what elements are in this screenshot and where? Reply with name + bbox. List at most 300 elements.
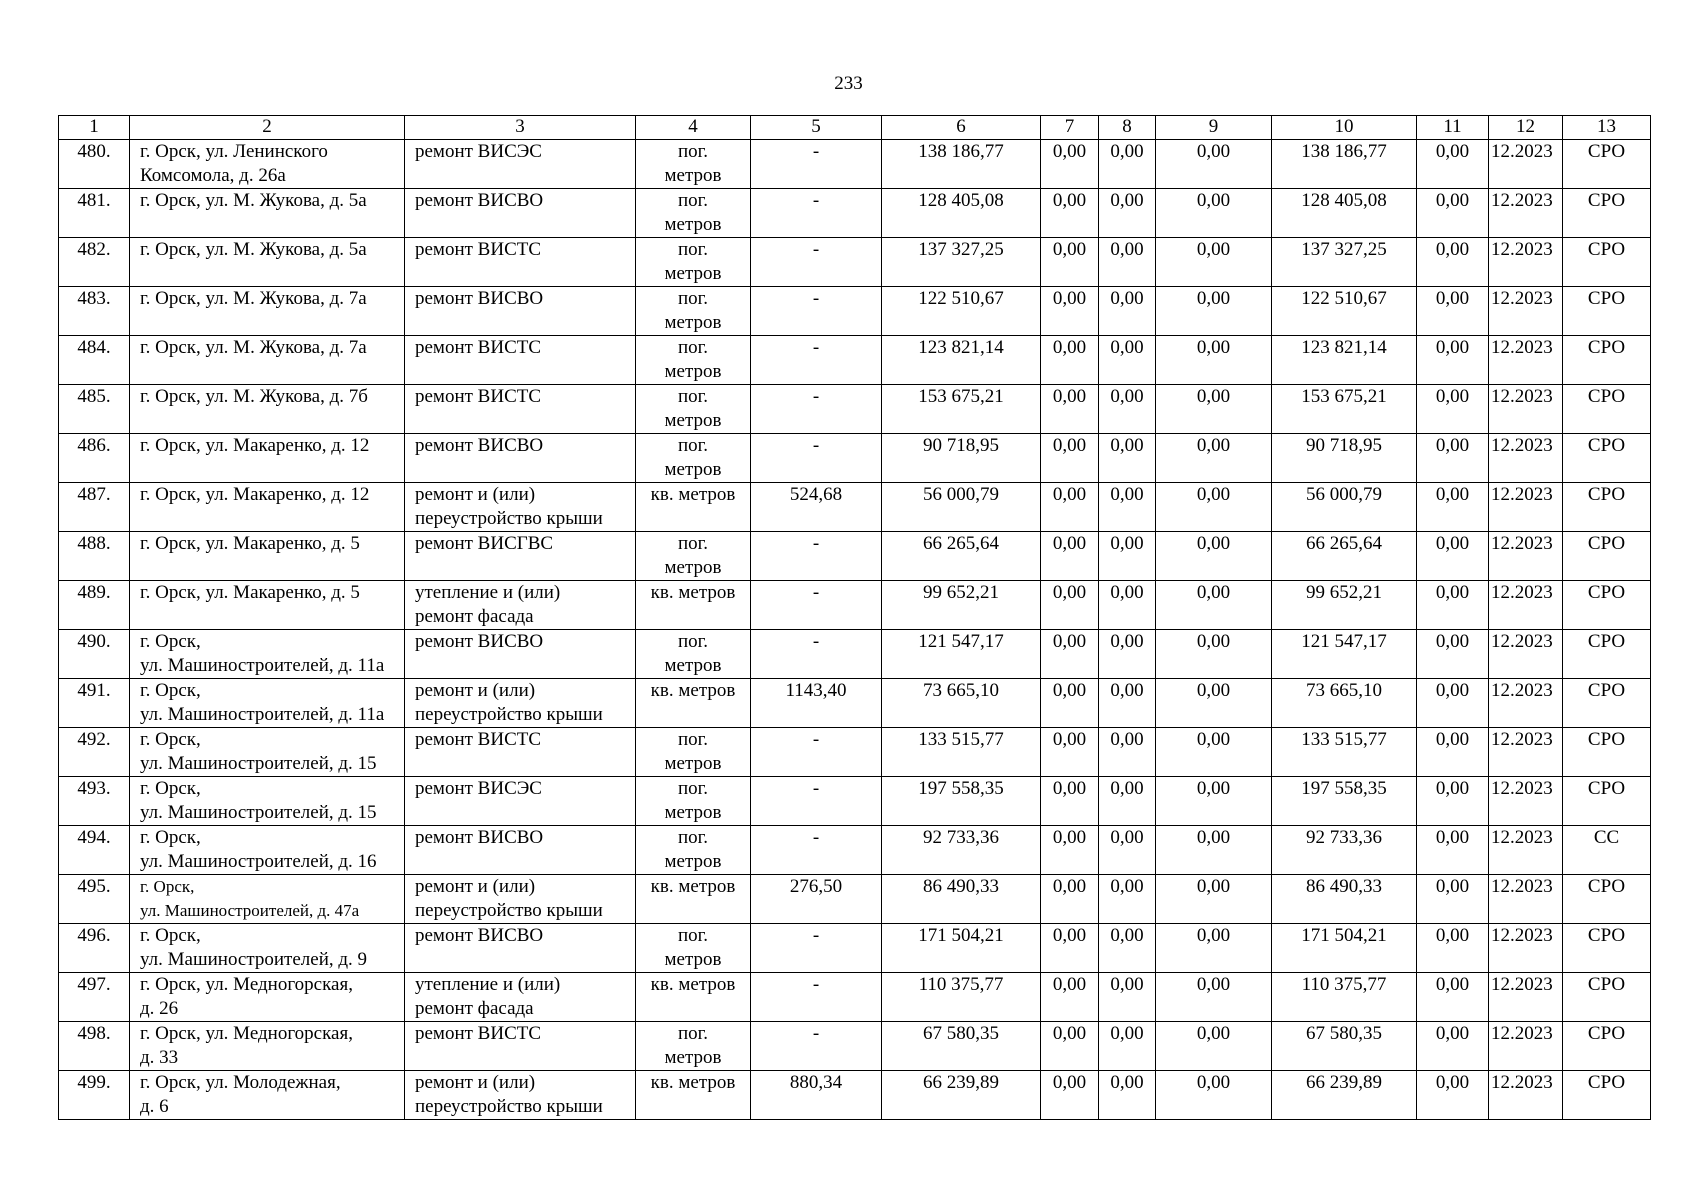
cell-col-13: СРО <box>1563 385 1651 434</box>
row-number-cell: 498. <box>59 1022 130 1071</box>
cell-col-10: 67 580,35 <box>1272 1022 1417 1071</box>
cell-col-7: 0,00 <box>1041 140 1099 189</box>
cell-col-5: - <box>751 581 882 630</box>
table-row <box>59 532 1651 581</box>
header-row <box>59 116 1651 140</box>
cell-col-11: 0,00 <box>1417 532 1489 581</box>
cell-col-11: 0,00 <box>1417 581 1489 630</box>
address-line: г. Орск, ул. М. Жукова, д. 7б <box>140 386 368 407</box>
address-line: г. Орск, <box>140 729 201 750</box>
cell-col-5: 276,50 <box>751 875 882 924</box>
column-header-3: 3 <box>405 116 636 140</box>
cell-col-13: СРО <box>1563 1022 1651 1071</box>
cell-col-9: 0,00 <box>1156 336 1272 385</box>
table-header <box>59 116 1651 140</box>
cell-col-10: 66 239,89 <box>1272 1071 1417 1120</box>
table-row <box>59 728 1651 777</box>
work-type-cell <box>405 777 636 826</box>
address-line: г. Орск, ул. М. Жукова, д. 5а <box>140 239 367 260</box>
cell-col-8: 0,00 <box>1099 336 1156 385</box>
row-number-cell: 482. <box>59 238 130 287</box>
cell-col-9: 0,00 <box>1156 973 1272 1022</box>
cell-col-6: 197 558,35 <box>882 777 1041 826</box>
address-line: г. Орск, <box>140 778 201 799</box>
cell-col-12: 12.2023 <box>1489 679 1563 728</box>
work-type-cell <box>405 973 636 1022</box>
cell-col-13: СРО <box>1563 973 1651 1022</box>
cell-col-7: 0,00 <box>1041 385 1099 434</box>
address-cell <box>130 287 405 336</box>
unit-line: метров <box>664 263 722 284</box>
row-number-cell: 491. <box>59 679 130 728</box>
table-row <box>59 140 1651 189</box>
cell-col-8: 0,00 <box>1099 581 1156 630</box>
cell-col-6: 56 000,79 <box>882 483 1041 532</box>
cell-col-5: 524,68 <box>751 483 882 532</box>
work-type-line: ремонт фасада <box>415 998 534 1019</box>
unit-cell <box>636 287 751 336</box>
address-line: ул. Машиностроителей, д. 16 <box>140 851 377 872</box>
cell-col-12: 12.2023 <box>1489 532 1563 581</box>
work-type-cell <box>405 287 636 336</box>
work-type-line: ремонт ВИСГВС <box>415 533 554 554</box>
cell-col-8: 0,00 <box>1099 238 1156 287</box>
cell-col-11: 0,00 <box>1417 875 1489 924</box>
cell-col-11: 0,00 <box>1417 483 1489 532</box>
cell-col-10: 153 675,21 <box>1272 385 1417 434</box>
cell-col-5: - <box>751 385 882 434</box>
cell-col-5: - <box>751 287 882 336</box>
cell-col-12: 12.2023 <box>1489 777 1563 826</box>
work-type-line: утепление и (или) <box>415 974 561 995</box>
cell-col-13: СРО <box>1563 238 1651 287</box>
table-row <box>59 973 1651 1022</box>
address-cell <box>130 630 405 679</box>
row-number-cell: 488. <box>59 532 130 581</box>
cell-col-10: 110 375,77 <box>1272 973 1417 1022</box>
cell-col-8: 0,00 <box>1099 140 1156 189</box>
cell-col-8: 0,00 <box>1099 1022 1156 1071</box>
cell-col-6: 123 821,14 <box>882 336 1041 385</box>
unit-line: метров <box>664 214 722 235</box>
work-type-cell <box>405 238 636 287</box>
address-cell <box>130 679 405 728</box>
cell-col-10: 99 652,21 <box>1272 581 1417 630</box>
work-type-cell <box>405 483 636 532</box>
cell-col-8: 0,00 <box>1099 777 1156 826</box>
cell-col-10: 171 504,21 <box>1272 924 1417 973</box>
row-number-cell: 483. <box>59 287 130 336</box>
cell-col-5: - <box>751 189 882 238</box>
unit-line: пог. <box>677 386 709 407</box>
cell-col-6: 137 327,25 <box>882 238 1041 287</box>
cell-col-12: 12.2023 <box>1489 1071 1563 1120</box>
work-type-line: утепление и (или) <box>415 582 561 603</box>
cell-col-9: 0,00 <box>1156 140 1272 189</box>
address-line: г. Орск, <box>140 631 201 652</box>
work-type-cell <box>405 434 636 483</box>
unit-line: кв. метров <box>650 1072 736 1093</box>
cell-col-8: 0,00 <box>1099 434 1156 483</box>
column-header-10: 10 <box>1272 116 1417 140</box>
cell-col-6: 153 675,21 <box>882 385 1041 434</box>
work-type-line: ремонт фасада <box>415 606 534 627</box>
unit-line: пог. <box>677 729 709 750</box>
cell-col-6: 138 186,77 <box>882 140 1041 189</box>
table-body <box>59 140 1651 1120</box>
work-type-line: ремонт ВИСВО <box>415 631 544 652</box>
column-header-4: 4 <box>636 116 751 140</box>
unit-cell <box>636 973 751 1022</box>
cell-col-7: 0,00 <box>1041 189 1099 238</box>
work-type-line: ремонт ВИСВО <box>415 435 544 456</box>
cell-col-13: СРО <box>1563 1071 1651 1120</box>
address-line: д. 33 <box>140 1047 179 1068</box>
cell-col-10: 123 821,14 <box>1272 336 1417 385</box>
address-line: г. Орск, ул. М. Жукова, д. 7а <box>140 337 367 358</box>
address-cell <box>130 1071 405 1120</box>
cell-col-7: 0,00 <box>1041 826 1099 875</box>
table-row <box>59 777 1651 826</box>
unit-line: пог. <box>677 190 709 211</box>
unit-line: метров <box>664 557 722 578</box>
work-type-line: ремонт ВИСТС <box>415 337 542 358</box>
cell-col-10: 73 665,10 <box>1272 679 1417 728</box>
cell-col-7: 0,00 <box>1041 1071 1099 1120</box>
unit-line: метров <box>664 949 722 970</box>
address-line: г. Орск, ул. Макаренко, д. 12 <box>140 435 370 456</box>
work-type-cell <box>405 1022 636 1071</box>
cell-col-13: СРО <box>1563 630 1651 679</box>
cell-col-8: 0,00 <box>1099 973 1156 1022</box>
work-type-line: ремонт ВИСВО <box>415 190 544 211</box>
unit-cell <box>636 826 751 875</box>
column-header-5: 5 <box>751 116 882 140</box>
unit-cell <box>636 434 751 483</box>
cell-col-7: 0,00 <box>1041 532 1099 581</box>
cell-col-13: СРО <box>1563 483 1651 532</box>
cell-col-8: 0,00 <box>1099 1071 1156 1120</box>
work-type-line: ремонт и (или) <box>415 680 536 701</box>
address-line: г. Орск, <box>140 827 201 848</box>
cell-col-8: 0,00 <box>1099 483 1156 532</box>
cell-col-8: 0,00 <box>1099 728 1156 777</box>
address-line: Комсомола, д. 26а <box>140 165 286 186</box>
cell-col-6: 66 239,89 <box>882 1071 1041 1120</box>
work-type-line: ремонт ВИСТС <box>415 239 542 260</box>
cell-col-9: 0,00 <box>1156 532 1272 581</box>
cell-col-7: 0,00 <box>1041 728 1099 777</box>
unit-cell <box>636 483 751 532</box>
cell-col-11: 0,00 <box>1417 140 1489 189</box>
cell-col-12: 12.2023 <box>1489 630 1563 679</box>
cell-col-12: 12.2023 <box>1489 728 1563 777</box>
table-row <box>59 826 1651 875</box>
cell-col-11: 0,00 <box>1417 1071 1489 1120</box>
address-cell <box>130 434 405 483</box>
cell-col-13: СРО <box>1563 336 1651 385</box>
address-cell <box>130 336 405 385</box>
cell-col-6: 122 510,67 <box>882 287 1041 336</box>
column-header-8: 8 <box>1099 116 1156 140</box>
row-number-cell: 481. <box>59 189 130 238</box>
cell-col-10: 92 733,36 <box>1272 826 1417 875</box>
cell-col-6: 121 547,17 <box>882 630 1041 679</box>
address-line: г. Орск, ул. М. Жукова, д. 7а <box>140 288 367 309</box>
unit-line: пог. <box>677 239 709 260</box>
unit-line: метров <box>664 802 722 823</box>
cell-col-7: 0,00 <box>1041 679 1099 728</box>
cell-col-11: 0,00 <box>1417 924 1489 973</box>
cell-col-7: 0,00 <box>1041 483 1099 532</box>
cell-col-10: 121 547,17 <box>1272 630 1417 679</box>
unit-cell <box>636 875 751 924</box>
table-row <box>59 630 1651 679</box>
address-line: ул. Машиностроителей, д. 11а <box>140 655 385 676</box>
row-number-cell: 493. <box>59 777 130 826</box>
row-number-cell: 495. <box>59 875 130 924</box>
work-type-line: ремонт ВИСЭС <box>415 141 542 162</box>
cell-col-9: 0,00 <box>1156 483 1272 532</box>
cell-col-6: 171 504,21 <box>882 924 1041 973</box>
cell-col-7: 0,00 <box>1041 630 1099 679</box>
unit-line: метров <box>664 361 722 382</box>
table-row <box>59 434 1651 483</box>
cell-col-7: 0,00 <box>1041 287 1099 336</box>
cell-col-5: - <box>751 1022 882 1071</box>
cell-col-13: СРО <box>1563 924 1651 973</box>
cell-col-9: 0,00 <box>1156 434 1272 483</box>
cell-col-7: 0,00 <box>1041 581 1099 630</box>
address-line: г. Орск, <box>140 877 195 896</box>
unit-line: метров <box>664 753 722 774</box>
work-type-cell <box>405 581 636 630</box>
work-type-cell <box>405 679 636 728</box>
cell-col-6: 73 665,10 <box>882 679 1041 728</box>
unit-line: кв. метров <box>650 484 736 505</box>
column-header-7: 7 <box>1041 116 1099 140</box>
row-number-cell: 489. <box>59 581 130 630</box>
address-cell <box>130 581 405 630</box>
row-number-cell: 484. <box>59 336 130 385</box>
cell-col-10: 56 000,79 <box>1272 483 1417 532</box>
address-line: г. Орск, ул. Медногорская, <box>140 974 353 995</box>
unit-line: метров <box>664 851 722 872</box>
cell-col-11: 0,00 <box>1417 630 1489 679</box>
cell-col-6: 133 515,77 <box>882 728 1041 777</box>
address-line: ул. Машиностроителей, д. 9 <box>140 949 368 970</box>
cell-col-5: - <box>751 777 882 826</box>
cell-col-6: 92 733,36 <box>882 826 1041 875</box>
address-line: г. Орск, ул. М. Жукова, д. 5а <box>140 190 367 211</box>
unit-line: метров <box>664 655 722 676</box>
cell-col-11: 0,00 <box>1417 385 1489 434</box>
cell-col-12: 12.2023 <box>1489 385 1563 434</box>
work-type-cell <box>405 630 636 679</box>
unit-line: пог. <box>677 925 709 946</box>
cell-col-12: 12.2023 <box>1489 973 1563 1022</box>
work-type-cell <box>405 924 636 973</box>
cell-col-12: 12.2023 <box>1489 238 1563 287</box>
work-type-line: ремонт ВИСВО <box>415 288 544 309</box>
cell-col-13: СРО <box>1563 728 1651 777</box>
cell-col-11: 0,00 <box>1417 238 1489 287</box>
cell-col-12: 12.2023 <box>1489 581 1563 630</box>
cell-col-5: - <box>751 532 882 581</box>
unit-line: метров <box>664 165 722 186</box>
table-row <box>59 336 1651 385</box>
cell-col-5: 1143,40 <box>751 679 882 728</box>
cell-col-10: 128 405,08 <box>1272 189 1417 238</box>
cell-col-7: 0,00 <box>1041 336 1099 385</box>
address-line: ул. Машиностроителей, д. 11а <box>140 704 385 725</box>
address-line: г. Орск, <box>140 925 201 946</box>
address-line: г. Орск, ул. Молодежная, <box>140 1072 341 1093</box>
cell-col-11: 0,00 <box>1417 973 1489 1022</box>
address-line: д. 6 <box>140 1096 169 1117</box>
unit-cell <box>636 777 751 826</box>
unit-line: метров <box>664 410 722 431</box>
cell-col-9: 0,00 <box>1156 777 1272 826</box>
table-row <box>59 189 1651 238</box>
address-cell <box>130 973 405 1022</box>
row-number-cell: 492. <box>59 728 130 777</box>
cell-col-12: 12.2023 <box>1489 336 1563 385</box>
cell-col-9: 0,00 <box>1156 385 1272 434</box>
unit-line: кв. метров <box>650 680 736 701</box>
cell-col-12: 12.2023 <box>1489 924 1563 973</box>
table-row <box>59 287 1651 336</box>
address-line: ул. Машиностроителей, д. 15 <box>140 753 377 774</box>
table-row <box>59 875 1651 924</box>
address-line: ул. Машиностроителей, д. 47а <box>140 901 360 920</box>
table-row <box>59 924 1651 973</box>
cell-col-8: 0,00 <box>1099 532 1156 581</box>
work-type-line: переустройство крыши <box>415 704 603 725</box>
column-header-9: 9 <box>1156 116 1272 140</box>
row-number-cell: 487. <box>59 483 130 532</box>
address-cell <box>130 777 405 826</box>
address-line: г. Орск, ул. Медногорская, <box>140 1023 353 1044</box>
cell-col-12: 12.2023 <box>1489 826 1563 875</box>
unit-line: кв. метров <box>650 974 736 995</box>
column-header-1: 1 <box>59 116 130 140</box>
work-type-cell <box>405 336 636 385</box>
unit-cell <box>636 336 751 385</box>
address-cell <box>130 532 405 581</box>
work-type-cell <box>405 189 636 238</box>
unit-cell <box>636 1071 751 1120</box>
cell-col-12: 12.2023 <box>1489 483 1563 532</box>
cell-col-11: 0,00 <box>1417 1022 1489 1071</box>
table-row <box>59 1022 1651 1071</box>
cell-col-12: 12.2023 <box>1489 287 1563 336</box>
cell-col-9: 0,00 <box>1156 630 1272 679</box>
table-row <box>59 581 1651 630</box>
unit-line: пог. <box>677 1023 709 1044</box>
work-type-line: ремонт ВИСВО <box>415 925 544 946</box>
cell-col-10: 90 718,95 <box>1272 434 1417 483</box>
cell-col-5: - <box>751 140 882 189</box>
unit-cell <box>636 532 751 581</box>
cell-col-9: 0,00 <box>1156 238 1272 287</box>
row-number-cell: 494. <box>59 826 130 875</box>
unit-line: пог. <box>677 533 709 554</box>
cell-col-11: 0,00 <box>1417 679 1489 728</box>
unit-line: пог. <box>677 631 709 652</box>
cell-col-8: 0,00 <box>1099 924 1156 973</box>
work-type-cell <box>405 385 636 434</box>
unit-cell <box>636 728 751 777</box>
cell-col-8: 0,00 <box>1099 287 1156 336</box>
work-type-line: ремонт и (или) <box>415 484 536 505</box>
row-number-cell: 485. <box>59 385 130 434</box>
cell-col-10: 133 515,77 <box>1272 728 1417 777</box>
cell-col-7: 0,00 <box>1041 973 1099 1022</box>
cell-col-10: 197 558,35 <box>1272 777 1417 826</box>
table-row <box>59 385 1651 434</box>
cell-col-9: 0,00 <box>1156 287 1272 336</box>
cell-col-11: 0,00 <box>1417 728 1489 777</box>
cell-col-6: 86 490,33 <box>882 875 1041 924</box>
cell-col-7: 0,00 <box>1041 924 1099 973</box>
address-cell <box>130 924 405 973</box>
cell-col-5: 880,34 <box>751 1071 882 1120</box>
cell-col-8: 0,00 <box>1099 189 1156 238</box>
table-row <box>59 238 1651 287</box>
cell-col-9: 0,00 <box>1156 1022 1272 1071</box>
work-type-line: ремонт ВИСТС <box>415 1023 542 1044</box>
unit-line: пог. <box>677 288 709 309</box>
cell-col-8: 0,00 <box>1099 385 1156 434</box>
cell-col-6: 66 265,64 <box>882 532 1041 581</box>
cell-col-11: 0,00 <box>1417 336 1489 385</box>
address-cell <box>130 140 405 189</box>
cell-col-10: 122 510,67 <box>1272 287 1417 336</box>
unit-line: кв. метров <box>650 876 736 897</box>
cell-col-13: СРО <box>1563 875 1651 924</box>
unit-line: метров <box>664 312 722 333</box>
address-cell <box>130 1022 405 1071</box>
address-line: г. Орск, <box>140 680 201 701</box>
unit-cell <box>636 581 751 630</box>
unit-line: пог. <box>677 141 709 162</box>
cell-col-9: 0,00 <box>1156 826 1272 875</box>
address-cell <box>130 728 405 777</box>
cell-col-8: 0,00 <box>1099 826 1156 875</box>
cell-col-10: 66 265,64 <box>1272 532 1417 581</box>
cell-col-9: 0,00 <box>1156 1071 1272 1120</box>
cell-col-13: СРО <box>1563 140 1651 189</box>
cell-col-11: 0,00 <box>1417 189 1489 238</box>
cell-col-5: - <box>751 238 882 287</box>
address-line: г. Орск, ул. Макаренко, д. 5 <box>140 582 360 603</box>
work-type-line: переустройство крыши <box>415 508 603 529</box>
cell-col-13: СС <box>1563 826 1651 875</box>
cell-col-12: 12.2023 <box>1489 1022 1563 1071</box>
row-number-cell: 496. <box>59 924 130 973</box>
row-number-cell: 497. <box>59 973 130 1022</box>
row-number-cell: 480. <box>59 140 130 189</box>
address-cell <box>130 483 405 532</box>
work-type-cell <box>405 728 636 777</box>
unit-line: кв. метров <box>650 582 736 603</box>
cell-col-6: 128 405,08 <box>882 189 1041 238</box>
work-type-cell <box>405 140 636 189</box>
unit-cell <box>636 679 751 728</box>
address-line: г. Орск, ул. Макаренко, д. 5 <box>140 533 360 554</box>
cell-col-5: - <box>751 924 882 973</box>
